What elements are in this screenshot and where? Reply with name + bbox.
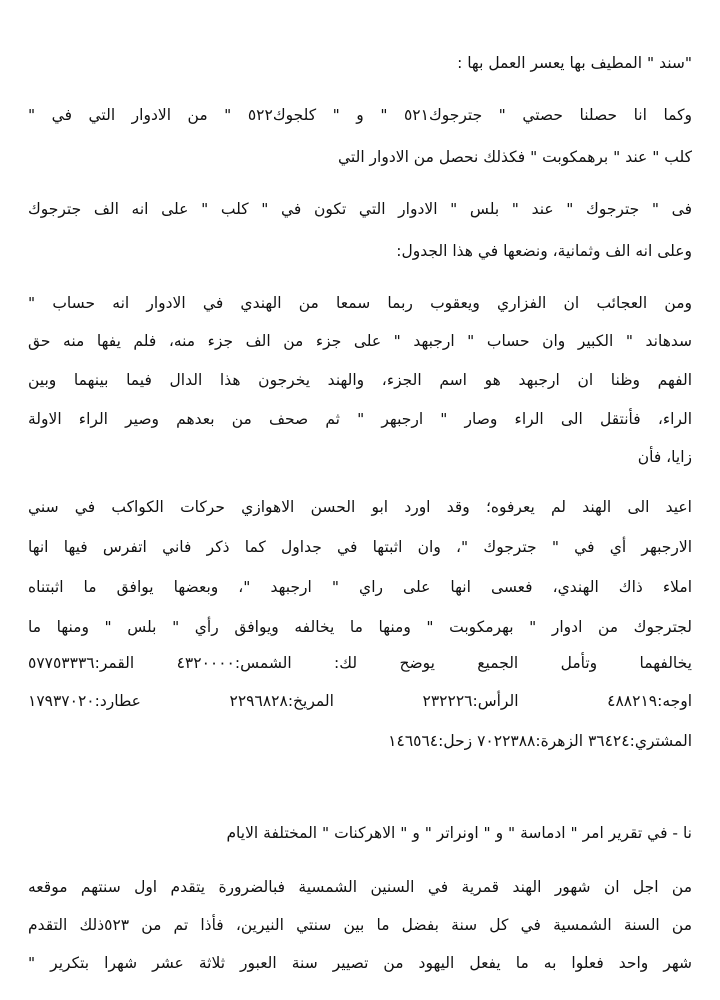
text-line: كلب " عند " برهمكوبت " فكذلك نحصل من الادوار التي (338, 148, 692, 166)
text-line: ومن العجائب ان الفزاري ويعقوب ربما سمعا من الهندي في الادوار انه حساب " (28, 294, 692, 312)
text-line: سدهاند " الكبير وان حساب " ارجبهد " على جزء من الف جزء منه، فلم يفها منه حق (28, 332, 692, 350)
text-line: الارجبهر أي في " جترجوك "، وان اثبتها في جداول كما ذكر فاني اتفرس فيها انها (28, 538, 692, 556)
text-line: المشتري:٣٦٤٢٤ الزهرة:٧٠٢٢٣٨٨ زحل:١٤٦٥٦٤ (388, 732, 692, 750)
text-line: وكما انا حصلنا حصتي " جترجوك٥٢١ " و " كلجوك٥٢٢ " من الادوار التي في " (28, 106, 692, 124)
text-line: لجترجوك من ادوار " بهرمكوبت " ومنها ما يخالفه ويوافق رأي " بلس " ومنها ما (28, 618, 692, 636)
text-line: "سند " المطيف بها يعسر العمل بها : (457, 54, 692, 72)
text-line: شهر واحد فعلوا به ما يفعل اليهود من تصيير سنة العبور ثلاثة عشر شهرا بتكرير " (28, 954, 692, 972)
text-line: زايا، فأن (637, 448, 692, 466)
text-line: الراء، فأنتقل الى الراء وصار " ارجبهر " ثم صحف من بعدهم وصير الراء الاولة (28, 410, 692, 428)
text-line: وعلى انه الف وثمانية، ونضعها في هذا الجدول: (396, 242, 692, 260)
text-line: فى " جترجوك " عند " بلس " الادوار التي تكون في " كلب " على انه الف جترجوك (28, 200, 692, 218)
text-line: الفهم وظنا ان ارجبهد هو اسم الجزء، والهند يخرجون هذا الدال فيما بينهما وبين (28, 371, 692, 389)
text-line: يخالفهما وتأمل الجميع يوضح لك: الشمس:٤٣٢٠٠٠٠ القمر:٥٧٧٥٣٣٣٦ (28, 654, 692, 672)
text-line: من السنة الشمسية في كل سنة بفضل ما بين سنتي النيرين، فأذا تم من ٥٢٣ذلك التقدم (28, 916, 692, 934)
text-line: املاء ذاك الهندي، فعسى انها على راي " ارجبهد "، وبعضها يوافق ما اثبتناه (28, 578, 692, 596)
text-line: من اجل ان شهور الهند قمرية في السنين الشمسية فبالضرورة يتقدم اول سنتهم موقعه (28, 878, 692, 896)
text-line: اعيد الى الهند لم يعرفوه؛ وقد اورد ابو الحسن الاهوازي حركات الكواكب في سني (28, 498, 692, 516)
text-line: اوجه:٤٨٨٢١٩ الرأس:٢٣٢٢٢٦ المريخ:٢٢٩٦٨٢٨ عطارد:١٧٩٣٧٠٢٠ (28, 692, 692, 710)
section-heading: نا - في تقرير امر " ادماسة " و " اونراتر " و " الاهركنات " المختلفة الايام (226, 824, 692, 842)
